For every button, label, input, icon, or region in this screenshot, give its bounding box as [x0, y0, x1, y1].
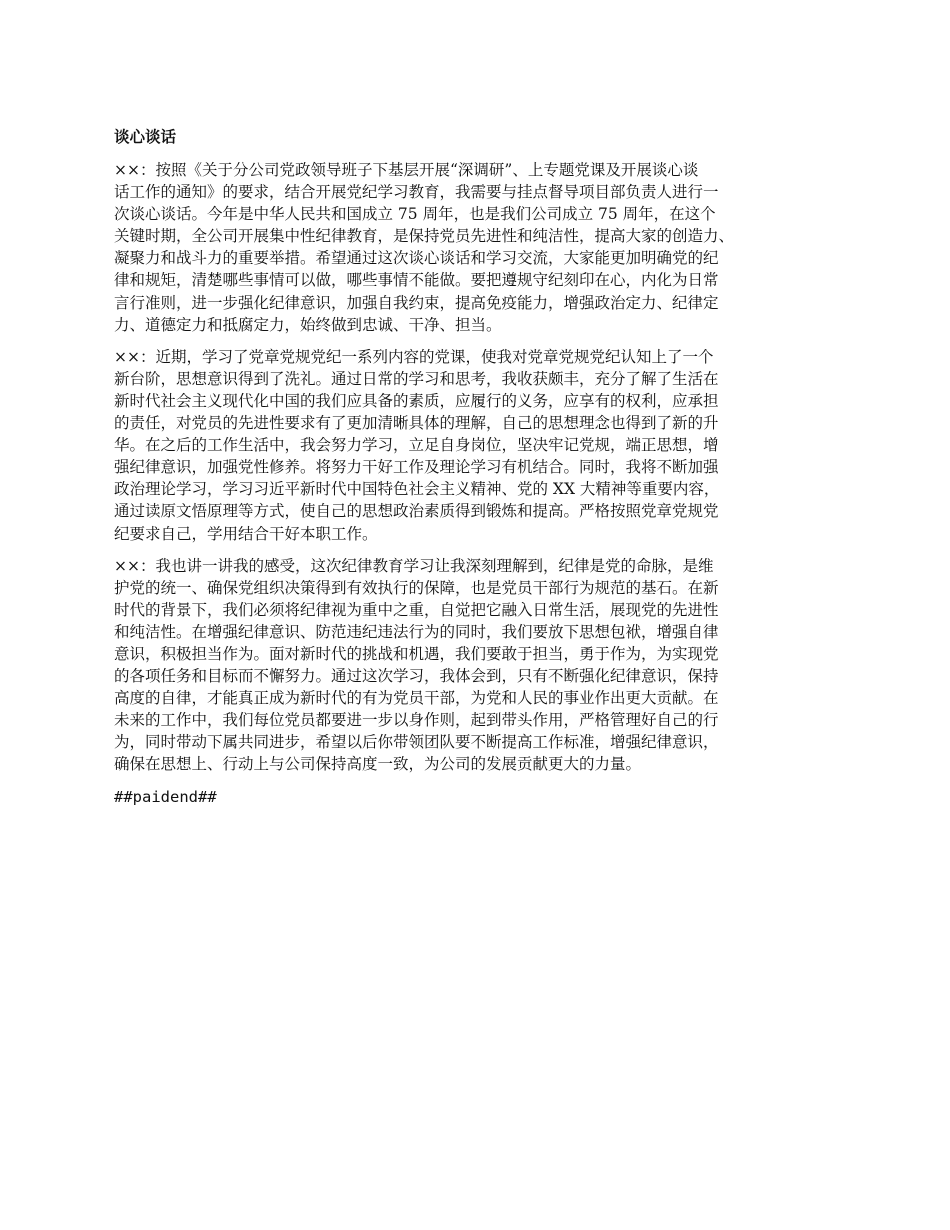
paragraph-line: 新时代社会主义现代化中国的我们应具备的素质，应履行的义务，应享有的权利，应承担 [114, 391, 719, 410]
paragraph-line: 纪要求自己，学用结合干好本职工作。 [114, 524, 378, 543]
paragraph-line: ××：按照《关于分公司党政领导班子下基层开展“深调研”、上专题党课及开展谈心谈 [114, 161, 699, 179]
paragraph-line: 次谈心谈话。今年是中华人民共和国成立 75 周年，也是我们公司成立 75 周年，在这个 [114, 205, 716, 224]
paragraph-line: 通过读原文悟原理等方式，使自己的思想政治素质得到锻炼和提高。严格按照党章党规党 [114, 502, 719, 521]
paragraph-line: 的责任，对党员的先进性要求有了更加清晰具体的理解，自己的思想理念也得到了新的升 [114, 414, 719, 433]
paragraph-line: ××：近期，学习了党章党规党纪一系列内容的党课，使我对党章党规党纪认知上了一个 [114, 347, 714, 366]
paragraph-line: 政治理论学习，学习习近平新时代中国特色社会主义精神、党的 XX 大精神等重要内容， [114, 480, 720, 499]
paragraph-line: 关键时期，全公司开展集中性纪律教育，是保持党员先进性和纯洁性，提高大家的创造力、 [114, 227, 735, 246]
paragraph-2 [114, 346, 854, 545]
paragraph-line: 的各项任务和目标而不懈努力。通过这次学习，我体会到，只有不断强化纪律意识，保持 [114, 667, 719, 686]
document-title: 谈心谈话 [114, 128, 177, 146]
paragraph-line: ××：我也讲一讲我的感受，这次纪律教育学习让我深刻理解到，纪律是党的命脉，是维 [114, 556, 714, 575]
paragraph-3 [114, 555, 854, 776]
paragraph-line: 强纪律意识，加强党性修养。将努力干好工作及理论学习有机结合。同时，我将不断加强 [114, 458, 719, 477]
paragraph-line: 护党的统一、确保党组织决策得到有效执行的保障，也是党员干部行为规范的基石。在新 [114, 578, 719, 597]
paragraph-line: 凝聚力和战斗力的重要举措。希望通过这次谈心谈话和学习交流，大家能更加明确党的纪 [114, 249, 719, 268]
paragraph-line: 新台阶，思想意识得到了洗礼。通过日常的学习和思考，我收获颇丰，充分了解了生活在 [114, 369, 719, 388]
paragraph-line: 为，同时带动下属共同进步，希望以后你带领团队要不断提高工作标准，增强纪律意识， [114, 733, 719, 752]
paragraph-line: 确保在思想上、行动上与公司保持高度一致，为公司的发展贡献更大的力量。 [114, 755, 642, 774]
end-marker: ##paidend## [114, 787, 217, 806]
paragraph-line: 意识，积极担当作为。面对新时代的挑战和机遇，我们要敢于担当，勇于作为，为实现党 [114, 644, 719, 663]
paragraph-line: 和纯洁性。在增强纪律意识、防范违纪违法行为的同时，我们要放下思想包袱，增强自律 [114, 622, 719, 641]
paragraph-1 [114, 159, 854, 336]
paragraph-line: 律和规矩，清楚哪些事情可以做，哪些事情不能做。要把遵规守纪刻印在心，内化为日常 [114, 271, 719, 290]
paragraph-line: 言行准则，进一步强化纪律意识，加强自我约束，提高免疫能力，增强政治定力、纪律定 [114, 293, 719, 312]
document-body [114, 125, 854, 808]
paragraph-line: 力、道德定力和抵腐定力，始终做到忠诚、干净、担当。 [114, 315, 502, 334]
paragraph-line: 未来的工作中，我们每位党员都要进一步以身作则，起到带头作用，严格管理好自己的行 [114, 711, 719, 730]
paragraph-line: 话工作的通知》的要求，结合开展党纪学习教育，我需要与挂点督导项目部负责人进行一 [114, 183, 719, 202]
paragraph-line: 时代的背景下，我们必须将纪律视为重中之重，自觉把它融入日常生活，展现党的先进性 [114, 600, 719, 619]
paragraph-line: 华。在之后的工作生活中，我会努力学习，立足自身岗位，坚决牢记党规，端正思想，增 [114, 436, 719, 455]
paragraph-line: 高度的自律，才能真正成为新时代的有为党员干部，为党和人民的事业作出更大贡献。在 [114, 689, 719, 708]
